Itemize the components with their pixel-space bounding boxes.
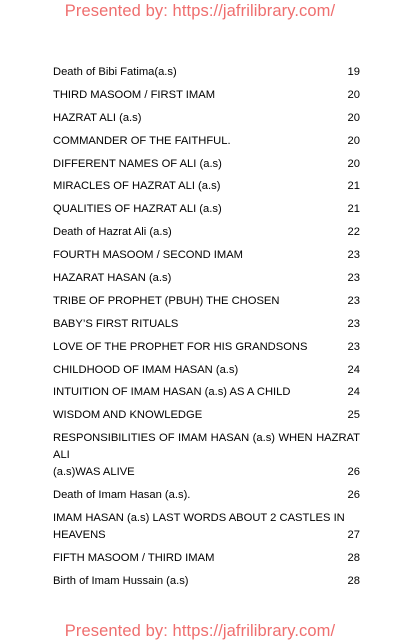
toc-entry-title: HAZARAT HASAN (a.s) bbox=[53, 272, 172, 285]
toc-entry-title: COMMANDER OF THE FAITHFUL. bbox=[53, 134, 231, 147]
toc-entry-page: 22 bbox=[347, 226, 360, 239]
toc-entry-title: CHILDHOOD OF IMAM HASAN (a.s) bbox=[53, 363, 239, 376]
toc-entry-page: 20 bbox=[347, 157, 360, 170]
toc-entry-page: 28 bbox=[347, 574, 360, 587]
toc-entry bbox=[53, 384, 360, 401]
toc-entry-title: LOVE OF THE PROPHET FOR HIS GRANDSONS bbox=[53, 340, 308, 353]
toc-entry bbox=[53, 362, 360, 379]
table-of-contents bbox=[53, 64, 360, 596]
toc-entry bbox=[53, 224, 360, 241]
toc-entry bbox=[53, 487, 360, 504]
toc-entry bbox=[53, 110, 360, 127]
toc-entry-page: 26 bbox=[347, 466, 360, 479]
header-banner: Presented by: https://jafrilibrary.com/ bbox=[64, 2, 336, 20]
toc-entry-page: 23 bbox=[347, 249, 360, 262]
toc-entry-title: WISDOM AND KNOWLEDGE bbox=[53, 409, 203, 422]
toc-entry-page: 21 bbox=[347, 180, 360, 193]
toc-entry-page: 26 bbox=[347, 489, 360, 502]
toc-entry-page: 28 bbox=[347, 551, 360, 564]
toc-entry-page: 21 bbox=[347, 203, 360, 216]
toc-entry-page: 19 bbox=[347, 66, 360, 78]
toc-entry-title: BABY’S FIRST RITUALS bbox=[53, 317, 179, 330]
toc-entry-page: 23 bbox=[347, 317, 360, 330]
toc-entry-title: Death of Imam Hasan (a.s). bbox=[53, 489, 191, 502]
toc-entry-page: 23 bbox=[347, 340, 360, 353]
toc-entry-title: Birth of Imam Hussain (a.s) bbox=[53, 574, 189, 587]
toc-entry-page: 27 bbox=[347, 529, 360, 542]
toc-entry-title: INTUITION OF IMAM HASAN (a.s) AS A CHILD bbox=[53, 386, 291, 399]
toc-entry-title: MIRACLES OF HAZRAT ALI (a.s) bbox=[53, 180, 221, 193]
toc-entry-title-line2: (a.s)WAS ALIVE bbox=[53, 466, 135, 479]
toc-entry bbox=[53, 510, 360, 544]
toc-entry-title: Death of Bibi Fatima(a.s) bbox=[53, 66, 177, 78]
toc-entry-title: DIFFERENT NAMES OF ALI (a.s) bbox=[53, 157, 222, 170]
toc-entry bbox=[53, 133, 360, 150]
toc-entry-title: FOURTH MASOOM / SECOND IMAM bbox=[53, 249, 243, 262]
toc-entry bbox=[53, 270, 360, 287]
toc-entry-page: 24 bbox=[347, 386, 360, 399]
toc-entry-title-line1: RESPONSIBILITIES OF IMAM HASAN (a.s) WHEN HAZRAT ALI bbox=[53, 432, 360, 462]
toc-entry bbox=[53, 201, 360, 218]
toc-entry bbox=[53, 293, 360, 310]
toc-entry bbox=[53, 430, 360, 481]
toc-entry bbox=[53, 156, 360, 173]
toc-entry bbox=[53, 550, 360, 567]
footer-banner: Presented by: https://jafrilibrary.com/ bbox=[64, 622, 336, 640]
toc-entry-page: 23 bbox=[347, 272, 360, 285]
toc-entry bbox=[53, 178, 360, 195]
toc-entry-title-line2: HEAVENS bbox=[53, 529, 106, 542]
toc-entry-title bbox=[53, 510, 360, 544]
toc-entry-title: THIRD MASOOM / FIRST IMAM bbox=[53, 88, 216, 101]
toc-entry bbox=[53, 87, 360, 104]
toc-entry-title-line1: IMAM HASAN (a.s) LAST WORDS ABOUT 2 CASTLES IN bbox=[53, 512, 345, 525]
toc-entry-page: 20 bbox=[347, 134, 360, 147]
toc-entry-title: FIFTH MASOOM / THIRD IMAM bbox=[53, 551, 215, 564]
toc-entry-title: QUALITIES OF HAZRAT ALI (a.s) bbox=[53, 203, 222, 216]
toc-entry-page: 23 bbox=[347, 294, 360, 307]
toc-entry-page: 20 bbox=[347, 111, 360, 124]
toc-entry-page: 24 bbox=[347, 363, 360, 376]
toc-entry bbox=[53, 339, 360, 356]
toc-entry bbox=[53, 247, 360, 264]
toc-entry bbox=[53, 573, 360, 590]
toc-entry-title bbox=[53, 430, 360, 481]
toc-entry bbox=[53, 407, 360, 424]
toc-entry-title: HAZRAT ALI (a.s) bbox=[53, 111, 142, 124]
toc-entry-title: TRIBE OF PROPHET (PBUH) THE CHOSEN bbox=[53, 294, 280, 307]
toc-entry bbox=[53, 316, 360, 333]
toc-entry-page: 20 bbox=[347, 88, 360, 101]
toc-entry bbox=[53, 64, 360, 81]
toc-entry-title: Death of Hazrat Ali (a.s) bbox=[53, 226, 172, 239]
toc-entry-page: 25 bbox=[347, 409, 360, 422]
